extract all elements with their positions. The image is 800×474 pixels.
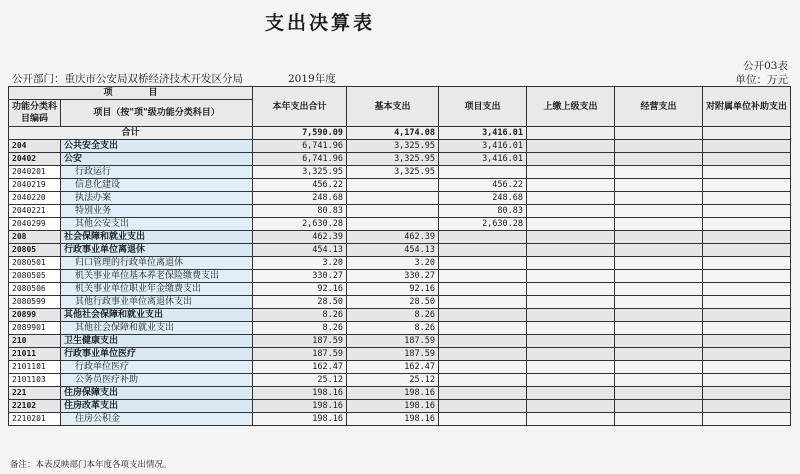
row-total: 162.47 [253, 361, 347, 374]
row-code: 21011 [9, 348, 61, 361]
table-row [9, 322, 791, 335]
row-code: 2040219 [9, 179, 61, 192]
row-subsidy [703, 166, 791, 179]
row-project [439, 231, 527, 244]
row-business [615, 296, 703, 309]
row-code: 210 [9, 335, 61, 348]
row-upper [527, 166, 615, 179]
row-total: 456.22 [253, 179, 347, 192]
table-row [9, 140, 791, 153]
row-project [439, 361, 527, 374]
row-name: 信息化建设 [61, 179, 253, 192]
row-business [615, 283, 703, 296]
row-code: 2210201 [9, 413, 61, 426]
row-business [615, 166, 703, 179]
row-upper [527, 335, 615, 348]
row-code: 2080506 [9, 283, 61, 296]
row-name: 其他行政事业单位离退休支出 [61, 296, 253, 309]
row-project [439, 244, 527, 257]
row-upper [527, 296, 615, 309]
row-name: 其他公安支出 [61, 218, 253, 231]
row-business [615, 140, 703, 153]
row-basic: 25.12 [347, 374, 439, 387]
header-basic: 基本支出 [347, 87, 439, 127]
row-name: 公安 [61, 153, 253, 166]
row-subsidy [703, 348, 791, 361]
row-subsidy [703, 244, 791, 257]
row-upper [527, 413, 615, 426]
expenditure-table [8, 86, 791, 426]
row-business [615, 348, 703, 361]
total-row [9, 127, 791, 140]
row-basic: 454.13 [347, 244, 439, 257]
row-basic [347, 179, 439, 192]
row-name: 住房保障支出 [61, 387, 253, 400]
row-name: 行政单位医疗 [61, 361, 253, 374]
row-code: 2040299 [9, 218, 61, 231]
row-upper [527, 387, 615, 400]
row-subsidy [703, 205, 791, 218]
row-project [439, 400, 527, 413]
row-business [615, 413, 703, 426]
header-code: 功能分类科目编码 [9, 100, 61, 127]
row-name: 公共安全支出 [61, 140, 253, 153]
row-name: 住房改革支出 [61, 400, 253, 413]
row-project [439, 166, 527, 179]
table-row [9, 374, 791, 387]
row-total: 8.26 [253, 322, 347, 335]
row-code: 20402 [9, 153, 61, 166]
table-row [9, 309, 791, 322]
row-project [439, 309, 527, 322]
row-basic: 187.59 [347, 335, 439, 348]
row-project [439, 348, 527, 361]
total-label: 合计 [9, 127, 253, 140]
row-project [439, 296, 527, 309]
row-subsidy [703, 270, 791, 283]
row-total: 3,325.95 [253, 166, 347, 179]
row-basic: 462.39 [347, 231, 439, 244]
row-basic: 3,325.95 [347, 153, 439, 166]
row-basic: 8.26 [347, 322, 439, 335]
fiscal-year: 2019年度 [288, 73, 336, 85]
row-business [615, 374, 703, 387]
row-code: 2101103 [9, 374, 61, 387]
row-project [439, 335, 527, 348]
row-code: 2080599 [9, 296, 61, 309]
table-row [9, 270, 791, 283]
row-project: 2,630.28 [439, 218, 527, 231]
table-row [9, 257, 791, 270]
row-basic: 330.27 [347, 270, 439, 283]
row-upper [527, 231, 615, 244]
row-project: 80.83 [439, 205, 527, 218]
row-upper [527, 309, 615, 322]
header-item: 项 目 [9, 87, 253, 100]
row-upper [527, 140, 615, 153]
row-business [615, 335, 703, 348]
row-code: 2080501 [9, 257, 61, 270]
row-code: 204 [9, 140, 61, 153]
row-total: 198.16 [253, 413, 347, 426]
table-row [9, 387, 791, 400]
footnote: 备注：本表反映部门本年度各项支出情况。 [10, 460, 172, 470]
row-business [615, 270, 703, 283]
row-project: 456.22 [439, 179, 527, 192]
row-subsidy [703, 283, 791, 296]
row-total: 248.68 [253, 192, 347, 205]
row-code: 221 [9, 387, 61, 400]
row-upper [527, 179, 615, 192]
row-basic [347, 205, 439, 218]
row-project [439, 374, 527, 387]
table-row [9, 218, 791, 231]
row-code: 20899 [9, 309, 61, 322]
table-row [9, 244, 791, 257]
table-row [9, 400, 791, 413]
row-upper [527, 283, 615, 296]
row-code: 22102 [9, 400, 61, 413]
row-business [615, 205, 703, 218]
row-code: 208 [9, 231, 61, 244]
header-name: 项目（按"项"级功能分类科目） [61, 100, 253, 127]
row-name: 住房公积金 [61, 413, 253, 426]
row-total: 330.27 [253, 270, 347, 283]
row-basic: 187.59 [347, 348, 439, 361]
table-row [9, 166, 791, 179]
row-name: 归口管理的行政单位离退休 [61, 257, 253, 270]
row-upper [527, 205, 615, 218]
row-subsidy [703, 387, 791, 400]
row-code: 2101101 [9, 361, 61, 374]
row-total: 3.20 [253, 257, 347, 270]
row-subsidy [703, 257, 791, 270]
header-total: 本年支出合计 [253, 87, 347, 127]
total-project: 3,416.01 [439, 127, 527, 140]
row-total: 80.83 [253, 205, 347, 218]
row-total: 92.16 [253, 283, 347, 296]
row-subsidy [703, 322, 791, 335]
table-row [9, 361, 791, 374]
row-total: 198.16 [253, 387, 347, 400]
row-project [439, 413, 527, 426]
row-total: 2,630.28 [253, 218, 347, 231]
row-subsidy [703, 296, 791, 309]
row-code: 20805 [9, 244, 61, 257]
row-total: 454.13 [253, 244, 347, 257]
row-basic: 198.16 [347, 387, 439, 400]
row-business [615, 179, 703, 192]
row-total: 187.59 [253, 335, 347, 348]
header-project: 项目支出 [439, 87, 527, 127]
total-business [615, 127, 703, 140]
row-project: 3,416.01 [439, 153, 527, 166]
row-project [439, 270, 527, 283]
table-row [9, 296, 791, 309]
row-code: 2040221 [9, 205, 61, 218]
row-upper [527, 348, 615, 361]
header-upper: 上缴上级支出 [527, 87, 615, 127]
row-project: 248.68 [439, 192, 527, 205]
row-name: 卫生健康支出 [61, 335, 253, 348]
row-subsidy [703, 231, 791, 244]
table-row [9, 179, 791, 192]
row-basic: 3,325.95 [347, 140, 439, 153]
row-subsidy [703, 374, 791, 387]
row-subsidy [703, 179, 791, 192]
row-code: 2040220 [9, 192, 61, 205]
row-name: 特别业务 [61, 205, 253, 218]
row-name: 行政运行 [61, 166, 253, 179]
row-business [615, 322, 703, 335]
row-name: 社会保障和就业支出 [61, 231, 253, 244]
total-amount: 7,590.09 [253, 127, 347, 140]
row-total: 462.39 [253, 231, 347, 244]
row-upper [527, 192, 615, 205]
row-business [615, 231, 703, 244]
row-upper [527, 374, 615, 387]
row-basic: 3,325.95 [347, 166, 439, 179]
row-project [439, 322, 527, 335]
table-row [9, 192, 791, 205]
unit-label: 单位：万元 [735, 74, 788, 86]
row-total: 6,741.96 [253, 140, 347, 153]
total-upper [527, 127, 615, 140]
row-business [615, 361, 703, 374]
row-upper [527, 322, 615, 335]
row-business [615, 192, 703, 205]
page-title: 支出决算表 [264, 12, 375, 34]
row-basic: 198.16 [347, 400, 439, 413]
row-total: 28.50 [253, 296, 347, 309]
row-name: 机关事业单位基本养老保险缴费支出 [61, 270, 253, 283]
row-basic [347, 218, 439, 231]
header-business: 经营支出 [615, 87, 703, 127]
table-row [9, 283, 791, 296]
row-subsidy [703, 218, 791, 231]
row-basic: 92.16 [347, 283, 439, 296]
row-business [615, 244, 703, 257]
row-name: 行政事业单位离退休 [61, 244, 253, 257]
row-total: 187.59 [253, 348, 347, 361]
row-name: 其他社会保障和就业支出 [61, 322, 253, 335]
table-row [9, 205, 791, 218]
row-name: 公务员医疗补助 [61, 374, 253, 387]
row-project [439, 257, 527, 270]
row-basic: 28.50 [347, 296, 439, 309]
form-number: 公开03表 [743, 60, 788, 72]
row-total: 198.16 [253, 400, 347, 413]
row-upper [527, 218, 615, 231]
row-basic: 162.47 [347, 361, 439, 374]
row-business [615, 309, 703, 322]
row-basic: 198.16 [347, 413, 439, 426]
row-name: 机关事业单位职业年金缴费支出 [61, 283, 253, 296]
row-upper [527, 361, 615, 374]
row-subsidy [703, 400, 791, 413]
row-upper [527, 400, 615, 413]
row-total: 8.26 [253, 309, 347, 322]
row-upper [527, 153, 615, 166]
row-business [615, 218, 703, 231]
row-business [615, 387, 703, 400]
row-project [439, 283, 527, 296]
row-basic [347, 192, 439, 205]
row-upper [527, 257, 615, 270]
row-code: 2080505 [9, 270, 61, 283]
row-name: 其他社会保障和就业支出 [61, 309, 253, 322]
row-business [615, 257, 703, 270]
row-project: 3,416.01 [439, 140, 527, 153]
row-subsidy [703, 413, 791, 426]
row-code: 2040201 [9, 166, 61, 179]
row-business [615, 153, 703, 166]
row-code: 2089901 [9, 322, 61, 335]
row-subsidy [703, 335, 791, 348]
row-subsidy [703, 361, 791, 374]
row-basic: 3.20 [347, 257, 439, 270]
header-subsidy: 对附属单位补助支出 [703, 87, 791, 127]
row-subsidy [703, 140, 791, 153]
row-subsidy [703, 192, 791, 205]
table-row [9, 231, 791, 244]
row-subsidy [703, 153, 791, 166]
department-label: 公开部门：重庆市公安局双桥经济技术开发区分局 [12, 73, 243, 85]
row-upper [527, 270, 615, 283]
row-subsidy [703, 309, 791, 322]
table-row [9, 153, 791, 166]
row-total: 25.12 [253, 374, 347, 387]
row-upper [527, 244, 615, 257]
row-total: 6,741.96 [253, 153, 347, 166]
table-row [9, 335, 791, 348]
table-row [9, 413, 791, 426]
row-business [615, 400, 703, 413]
row-basic: 8.26 [347, 309, 439, 322]
table-row [9, 348, 791, 361]
row-name: 执法办案 [61, 192, 253, 205]
total-basic: 4,174.08 [347, 127, 439, 140]
row-name: 行政事业单位医疗 [61, 348, 253, 361]
total-subsidy [703, 127, 791, 140]
row-project [439, 387, 527, 400]
